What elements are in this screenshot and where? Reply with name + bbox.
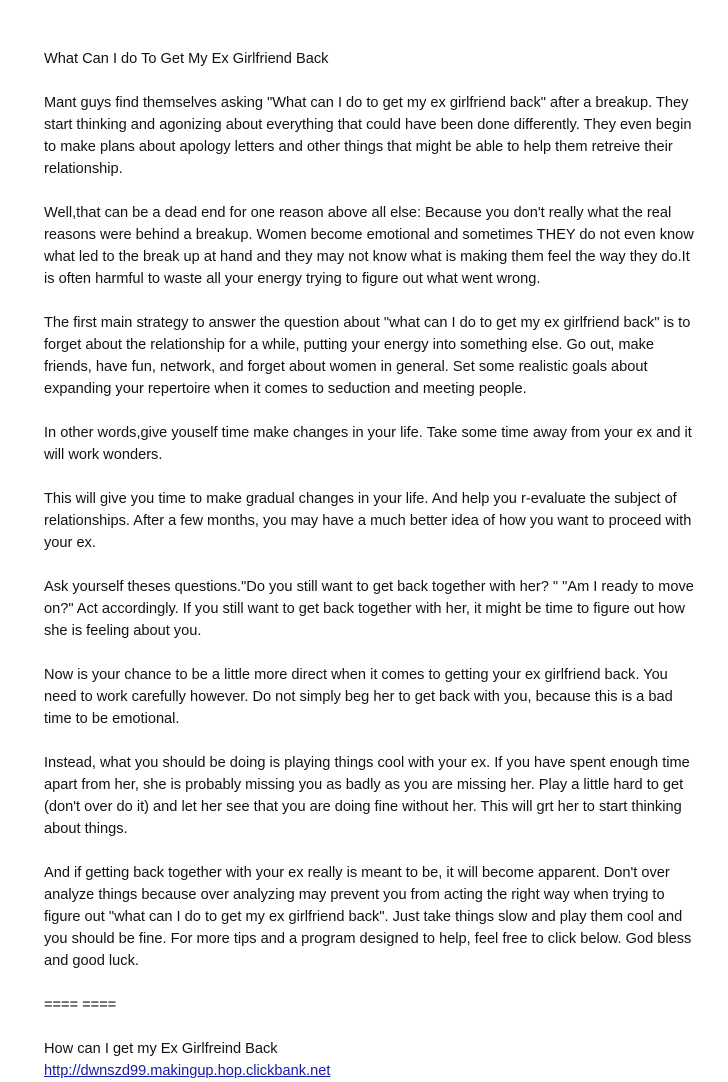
paragraph-4: In other words,give youself time make changes in your life. Take some time away from your ex and it will work wonders.: [44, 425, 692, 463]
paragraph-5: This will give you time to make gradual changes in your life. And help you r-evaluate the subject of relationships. After a few months, you may have a much better idea of how you want to proceed with your ex.: [44, 491, 692, 551]
paragraph-9: And if getting back together with your ex really is meant to be, it will become apparent. Don't over analyze things because over analyzing may prevent you from acting the right way when trying to figure out "what can I do to get my ex girlfriend back". Just take things slow and play them cool and you should be fine. For more tips and a program designed to help, feel free to click below. God bless and good luck.: [44, 865, 692, 969]
separator: ==== ====: [44, 997, 117, 1013]
document-title: What Can I do To Get My Ex Girlfriend Back: [44, 51, 329, 67]
paragraph-8: Instead, what you should be doing is playing things cool with your ex. If you have spent enough time apart from her, she is probably missing you as badly as you are missing her. Play a little hard to get (don't over do it) and let her see that you are doing fine without her. This will grt her to start thinking about things.: [44, 755, 690, 837]
footer-link[interactable]: http://dwnszd99.makingup.hop.clickbank.net: [44, 1063, 331, 1079]
paragraph-6: Ask yourself theses questions."Do you still want to get back together with her? " "Am I ready to move on?" Act accordingly. If you still want to get back together with her, it might be time to figure out how she is feeling about you.: [44, 579, 694, 639]
document-page: [44, 48, 694, 1082]
paragraph-3: The first main strategy to answer the question about "what can I do to get my ex girlfriend back" is to forget about the relationship for a while, putting your energy into something else. Go out, make friends, have fun, network, and forget about women in general. Set some realistic goals about expanding your repertoire when it comes to seduction and meeting people.: [44, 315, 691, 397]
paragraph-2: Well,that can be a dead end for one reason above all else: Because you don't really what the real reasons were behind a breakup. Women become emotional and sometimes THEY do not even know what led to the break up at hand and they may not know what is making them feel the way they do.It is often harmful to waste all your energy trying to figure out what went wrong.: [44, 205, 694, 287]
paragraph-7: Now is your chance to be a little more direct when it comes to getting your ex girlfriend back. You need to work carefully however. Do not simply beg her to get back with you, because this is a bad time to be emotional.: [44, 667, 673, 727]
footer-title: How can I get my Ex Girlfreind Back: [44, 1041, 278, 1057]
paragraph-1: Mant guys find themselves asking "What can I do to get my ex girlfriend back" after a breakup. They start thinking and agonizing about everything that could have been done differently. They even begin to make plans about apology letters and other things that might be able to help them retreive their relationship.: [44, 95, 692, 177]
